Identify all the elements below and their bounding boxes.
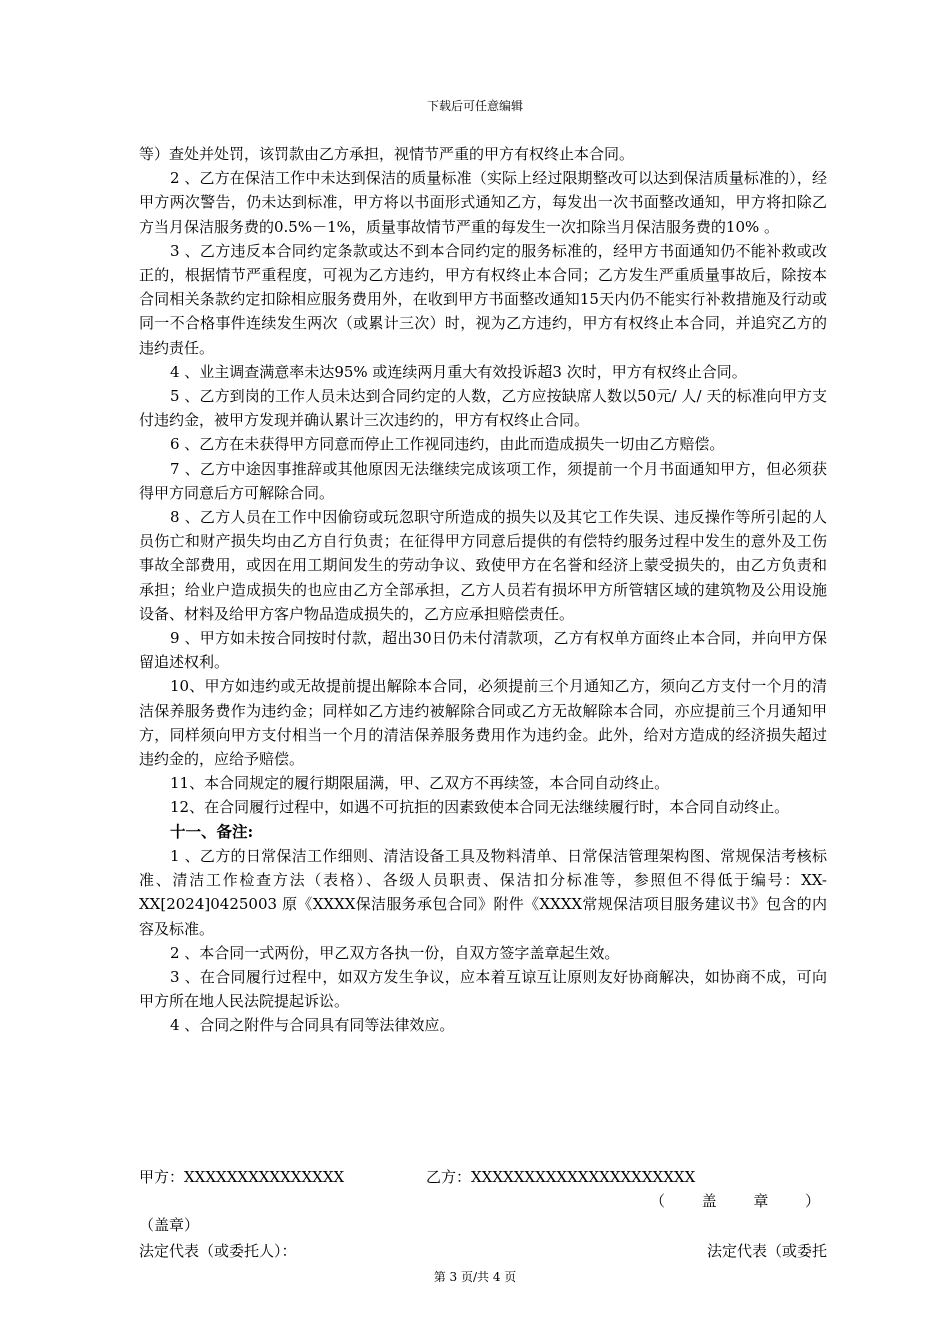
clause-10: 10、甲方如违约或无故提前提出解除本合同，必须提前三个月通知乙方，须向乙方支付一个月的清洁保养服务费作为违约金；同样如乙方违约被解除合同或乙方无故解除本合同，亦应提前三个月通知甲方，同样须向甲方支付相当一个月的清洁保养服务费用作为违约金。此外，给对方造成的经济损失超过违约金的，应给予赔偿。 bbox=[139, 677, 827, 769]
remark-2: 2 、本合同一式两份，甲乙双方各执一份，自双方签字盖章起生效。 bbox=[170, 943, 620, 962]
clause-7: 7 、乙方中途因事推辞或其他原因无法继续完成该项工作，须提前一个月书面通知甲方，但必须获得甲方同意后方可解除合同。 bbox=[139, 459, 827, 502]
remark-3: 3 、在合同履行过程中，如双方发生争议，应本着互谅互让原则友好协商解决，如协商不成，可向甲方所在地人民法院提起诉讼。 bbox=[139, 967, 827, 1011]
clause-8: 8 、乙方人员在工作中因偷窃或玩忽职守所造成的损失以及其它工作失误、违反操作等所引起的人员伤亡和财产损失均由乙方自行负责；在征得甲方同意后提供的有偿特约服务过程中发生的意外及工伤事故全部费用，或因在用工期间发生的劳动争议、致使甲方在名誉和经济上蒙受损失的，由乙方负责和承担；给业户造成损失的也应由乙方全部承担，乙方人员若有损坏甲方所管辖区域的建筑物及公用设施设备、材料及给甲方客户物品造成损失的，乙方应承担赔偿责任。 bbox=[139, 508, 827, 623]
page-header: 下载后可任意编辑 bbox=[426, 99, 523, 113]
section-title-remarks: 十一、备注: bbox=[170, 821, 254, 841]
seal-paren-open: （ bbox=[650, 1192, 666, 1210]
clause-11: 11、本合同规定的履行期限届满，甲、乙双方不再续签，本合同自动终止。 bbox=[170, 774, 670, 793]
contract-body bbox=[139, 142, 827, 1038]
paragraph: 等）查处并处罚，该罚款由乙方承担，视情节严重的甲方有权终止本合同。 bbox=[139, 145, 635, 163]
clause-9: 9 、甲方如未按合同按时付款，超出30日仍未付清款项，乙方有权单方面终止本合同，并向甲方保留追述权利。 bbox=[139, 629, 827, 672]
signature-parties bbox=[139, 1166, 829, 1188]
remark-4: 4 、合同之附件与合同具有同等法律效应。 bbox=[170, 1016, 455, 1035]
clause-5: 5 、乙方到岗的工作人员未达到合同约定的人数，乙方应按缺席人数以50元/ 人/ 天的标准向甲方支付违约金，被甲方发现并确认累计三次违约的，甲方有权终止合同。 bbox=[139, 387, 827, 430]
seal-char-1: 盖 bbox=[701, 1192, 717, 1210]
clause-2: 2 、乙方在保洁工作中未达到保洁的质量标准（实际上经过限期整改可以达到保洁质量标准的），经甲方两次警告，仍未达到标准，甲方将以书面形式通知乙方，每发出一次书面整改通知，甲方将扣除乙方当月保洁服务费的0.5%－1%，质量事故情节严重的每发生一次扣除当月保洁服务费的10% 。 bbox=[139, 169, 827, 236]
representative-row bbox=[139, 1240, 827, 1262]
page-number: 第 3 页/共 4 页 bbox=[433, 1270, 517, 1284]
seal-paren-close: ） bbox=[804, 1192, 820, 1210]
clause-4: 4 、业主调查满意率未达95% 或连续两月重大有效投诉超3 次时，甲方有权终止合同。 bbox=[170, 362, 747, 381]
party-b: 乙方：XXXXXXXXXXXXXXXXXXXXX bbox=[426, 1168, 696, 1186]
rep-party-b: 法定代表（或委托 bbox=[706, 1242, 827, 1260]
clause-3: 3 、乙方违反本合同约定条款或达不到本合同约定的服务标准的，经甲方书面通知仍不能补救或改正的，根据情节严重程度，可视为乙方违约，甲方有权终止本合同；乙方发生严重质量事故后，除按本合同相关条款约定扣除相应服务费用外，在收到甲方书面整改通知15天内仍不能实行补救措施及行动或同一不合格事件连续发生两次（或累计三次）时，视为乙方违约，甲方有权终止本合同，并追究乙方的违约责任。 bbox=[139, 241, 827, 357]
rep-party-a: 法定代表（或委托人）： bbox=[139, 1242, 297, 1260]
seal-label-right bbox=[650, 1190, 820, 1211]
seal-label-left: （盖章） bbox=[139, 1216, 200, 1234]
clause-6: 6 、乙方在未获得甲方同意而停止工作视同违约，由此而造成损失一切由乙方赔偿。 bbox=[170, 435, 725, 454]
seal-char-2: 章 bbox=[753, 1192, 769, 1210]
clause-12: 12、在合同履行过程中，如遇不可抗拒的因素致使本合同无法继续履行时，本合同自动终止。 bbox=[170, 798, 790, 817]
remark-1: 1 、乙方的日常保洁工作细则、清洁设备工具及物料清单、日常保洁管理架构图、常规保洁考核标准、清洁工作检查方法（表格）、各级人员职责、保洁扣分标准等，参照但不得低于编号：XX-XX[2024]0425003 原《XXXX保洁服务承包合同》附件《XXXX常规保洁项目服务建议书》包含的内容及标准。 bbox=[139, 846, 827, 938]
party-a: 甲方：XXXXXXXXXXXXXXX bbox=[139, 1168, 345, 1186]
